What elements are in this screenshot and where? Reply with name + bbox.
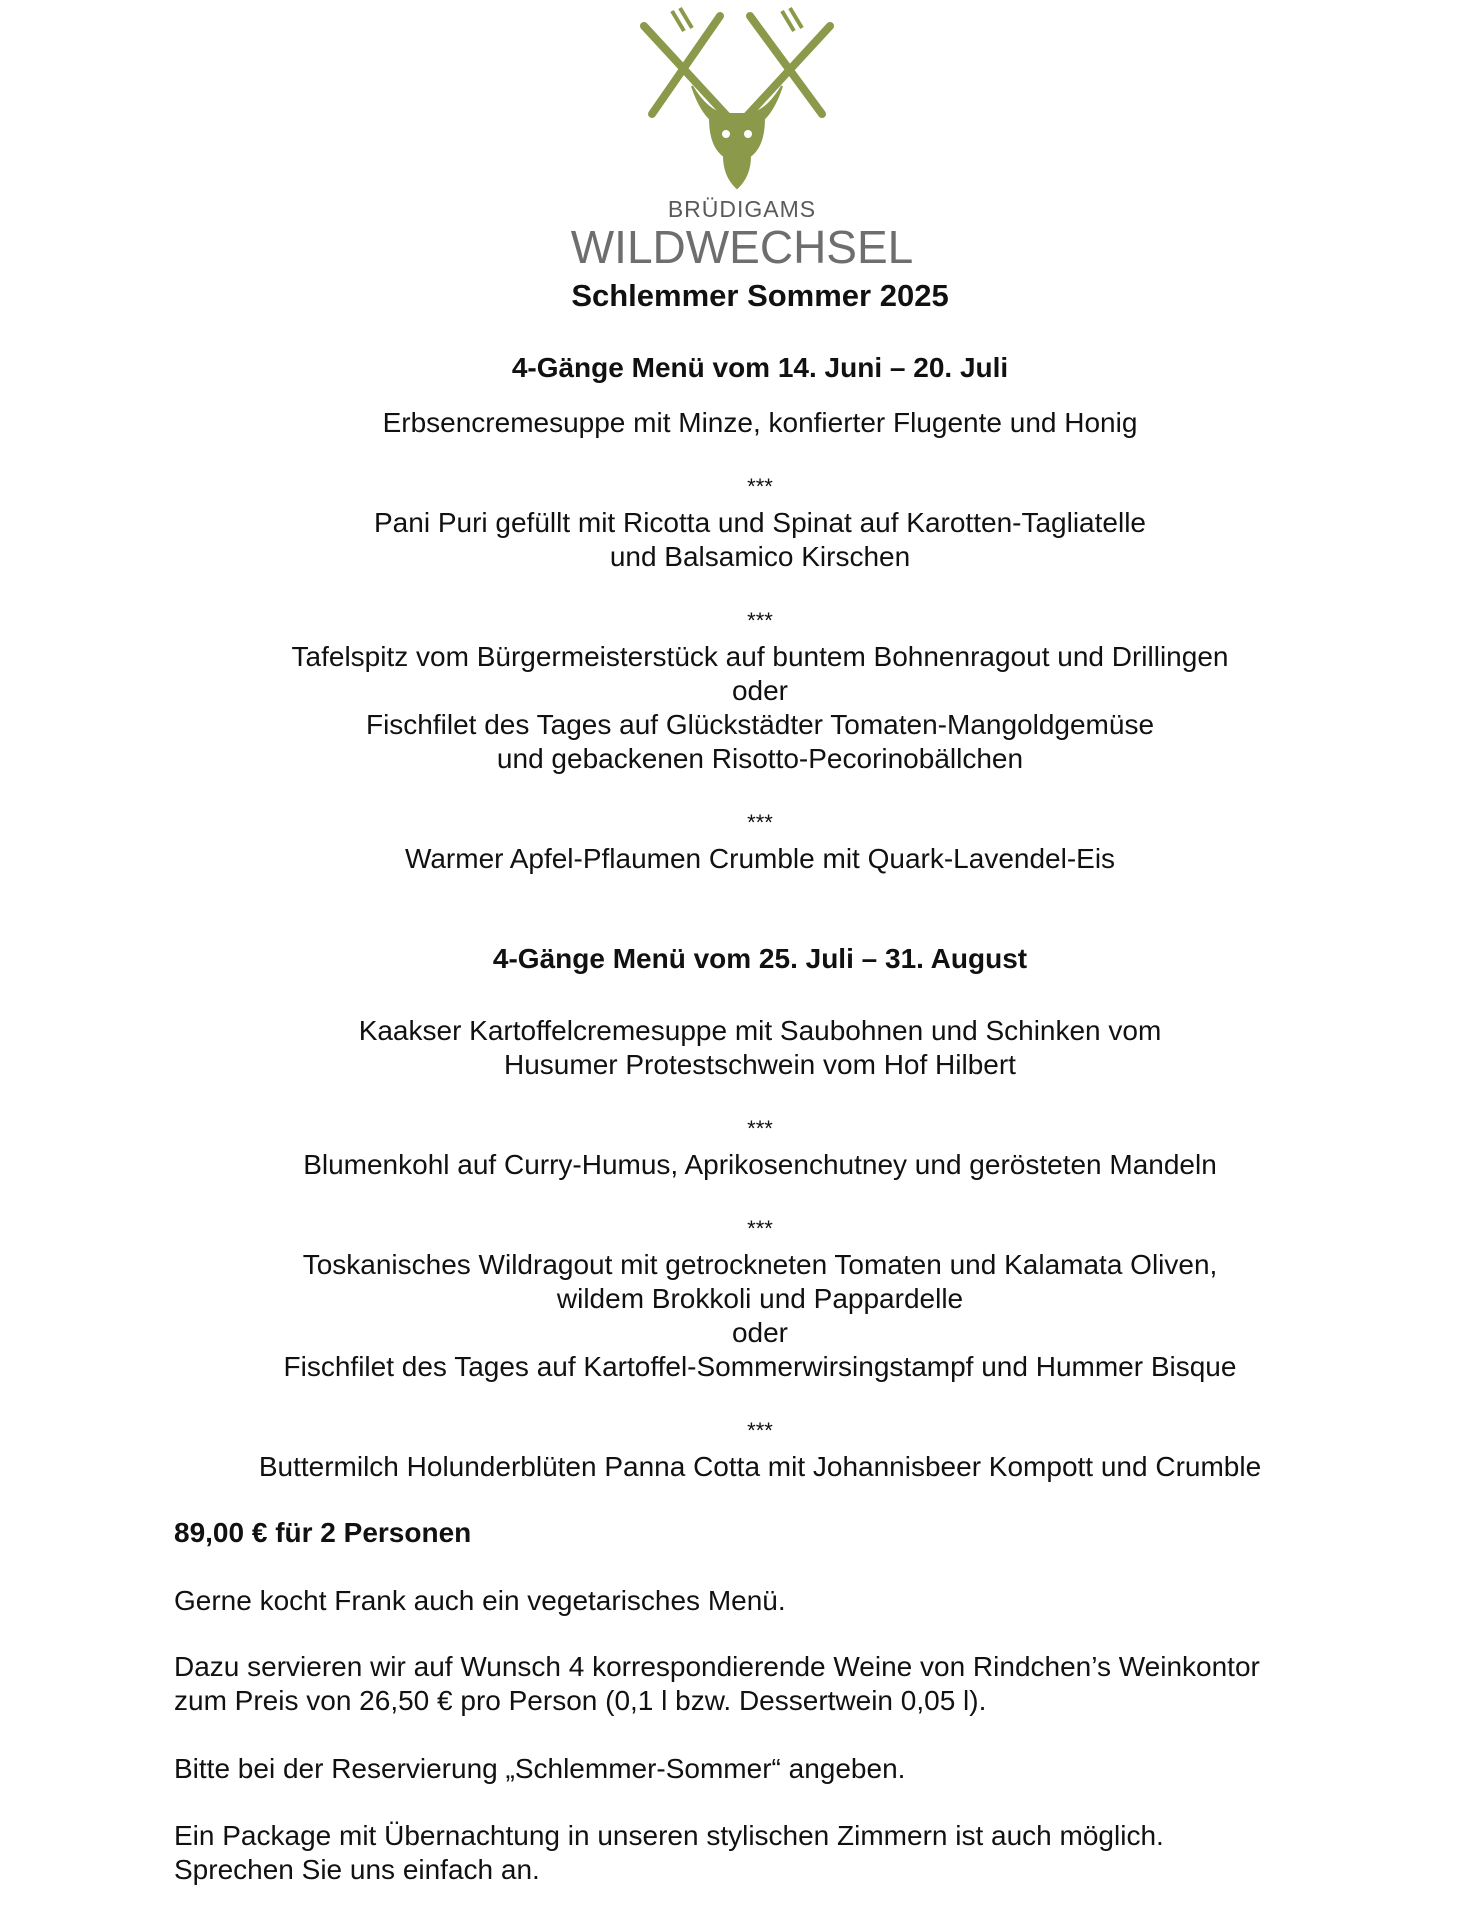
menu-2-second: Blumenkohl auf Curry-Humus, Aprikosenchutney und gerösteten Mandeln — [303, 1149, 1217, 1180]
menu-1-starter: Erbsencremesuppe mit Minze, konfierter Flugente und Honig — [382, 407, 1138, 438]
menu-2-starter-line-2: Husumer Protestschwein vom Hof Hilbert — [504, 1049, 1016, 1080]
menu-2-main-option-a-line-1: Toskanisches Wildragout mit getrockneten Tomaten und Kalamata Oliven, — [302, 1249, 1218, 1280]
separator: *** — [747, 1418, 773, 1443]
deer-head-with-cutlery-icon — [632, 6, 842, 196]
menu-1-main-option-a: Tafelspitz vom Bürgermeisterstück auf buntem Bohnenragout und Drillingen — [291, 641, 1229, 672]
brand-name-small: BRÜDIGAMS — [667, 196, 817, 222]
separator: *** — [747, 1216, 773, 1241]
brand-logo — [0, 0, 1484, 275]
menu-2-main-option-a-line-2: wildem Brokkoli und Pappardelle — [556, 1283, 964, 1314]
vegetarian-note: Gerne kocht Frank auch ein vegetarisches Menü. — [174, 1585, 786, 1616]
menu-2-starter-line-1: Kaakser Kartoffelcremesuppe mit Saubohnen und Schinken vom — [358, 1015, 1162, 1046]
menu-1-second-line-1: Pani Puri gefüllt mit Ricotta und Spinat auf Karotten-Tagliatelle — [374, 507, 1146, 538]
menu-2-heading: 4-Gänge Menü vom 25. Juli – 31. August — [492, 943, 1028, 974]
package-note-line-1: Ein Package mit Übernachtung in unseren stylischen Zimmern ist auch möglich. — [174, 1820, 1164, 1851]
separator: *** — [747, 810, 773, 835]
brand-name-big: WILDWECHSEL — [570, 221, 914, 273]
menu-2-or: oder — [731, 1317, 789, 1348]
menu-1-main-option-b-line-2: und gebackenen Risotto-Pecorinobällchen — [496, 743, 1024, 774]
menu-1-second-line-2: und Balsamico Kirschen — [609, 541, 911, 572]
menu-1-dessert: Warmer Apfel-Pflaumen Crumble mit Quark-Lavendel-Eis — [404, 843, 1116, 874]
wine-note-line-1: Dazu servieren wir auf Wunsch 4 korrespondierende Weine von Rindchen’s Weinkontor — [174, 1651, 1260, 1682]
menu-1-main-option-b-line-1: Fischfilet des Tages auf Glückstädter Tomaten-Mangoldgemüse — [365, 709, 1155, 740]
package-note-line-2: Sprechen Sie uns einfach an. — [174, 1854, 540, 1885]
page-title: Schlemmer Sommer 2025 — [571, 278, 949, 313]
menu-2-main-option-b: Fischfilet des Tages auf Kartoffel-Sommerwirsingstampf und Hummer Bisque — [283, 1351, 1237, 1382]
menu-1-heading: 4-Gänge Menü vom 14. Juni – 20. Juli — [511, 352, 1009, 383]
wine-note-line-2: zum Preis von 26,50 € pro Person (0,1 l bzw. Dessertwein 0,05 l). — [174, 1685, 987, 1716]
separator: *** — [747, 1116, 773, 1141]
separator: *** — [747, 474, 773, 499]
separator: *** — [747, 608, 773, 633]
price: 89,00 € für 2 Personen — [174, 1517, 472, 1548]
reservation-note: Bitte bei der Reservierung „Schlemmer-Sommer“ angeben. — [174, 1753, 906, 1784]
menu-1-or: oder — [731, 675, 789, 706]
menu-2-dessert: Buttermilch Holunderblüten Panna Cotta mit Johannisbeer Kompott und Crumble — [258, 1451, 1262, 1482]
